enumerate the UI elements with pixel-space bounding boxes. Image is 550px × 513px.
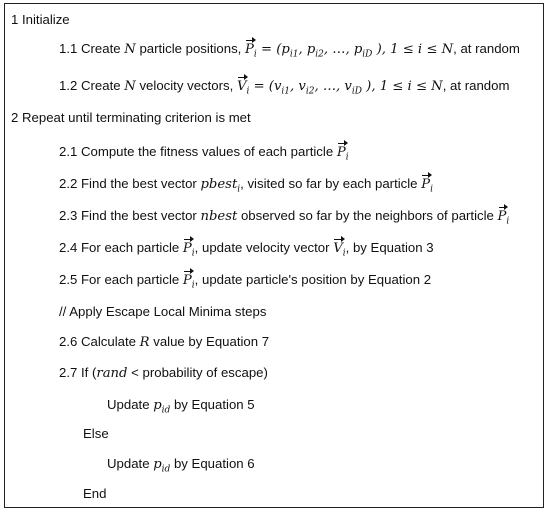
step-2: 2 Repeat until terminating criterion is met bbox=[11, 110, 251, 125]
update-eq5: Update $p_{id}$ by Equation 5 bbox=[107, 397, 255, 416]
end-keyword: End bbox=[83, 486, 107, 501]
step-2-4: 2.4 For each particle $P_i$, update velocity vector $V_i$, by Equation 3 bbox=[59, 240, 434, 259]
else-keyword: Else bbox=[83, 426, 109, 441]
step-2-2: 2.2 Find the best vector pbest$_i$, visited so far by each particle $P_i$ bbox=[59, 176, 433, 195]
comment-escape: // Apply Escape Local Minima steps bbox=[59, 304, 267, 319]
step-2-3: 2.3 Find the best vector nbest observed so far by the neighbors of particle $P_i$ bbox=[59, 208, 510, 227]
update-eq6: Update $p_{id}$ by Equation 6 bbox=[107, 456, 255, 475]
step-2-5: 2.5 For each particle $P_i$, update particle's position by Equation 2 bbox=[59, 272, 432, 291]
step-2-6: 2.6 Calculate R value by Equation 7 bbox=[59, 334, 270, 350]
step-2-7: 2.7 If (rand < probability of escape) bbox=[59, 365, 268, 381]
step-1-1: 1.1 Create N particle positions, $P_i = (p_{i1}$, $p_{i2}$, …, $p_{iD}$ ), 1 ≤ i ≤ N, at random bbox=[59, 41, 520, 60]
step-2-1: 2.1 Compute the fitness values of each particle $P_i$ bbox=[59, 144, 349, 163]
step-1-2: 1.2 Create N velocity vectors, $V_i = (v_{i1}$, $v_{i2}$, …, $v_{iD}$ ), 1 ≤ i ≤ N, at random bbox=[59, 78, 510, 97]
step-1: 1 Initialize bbox=[11, 12, 70, 27]
